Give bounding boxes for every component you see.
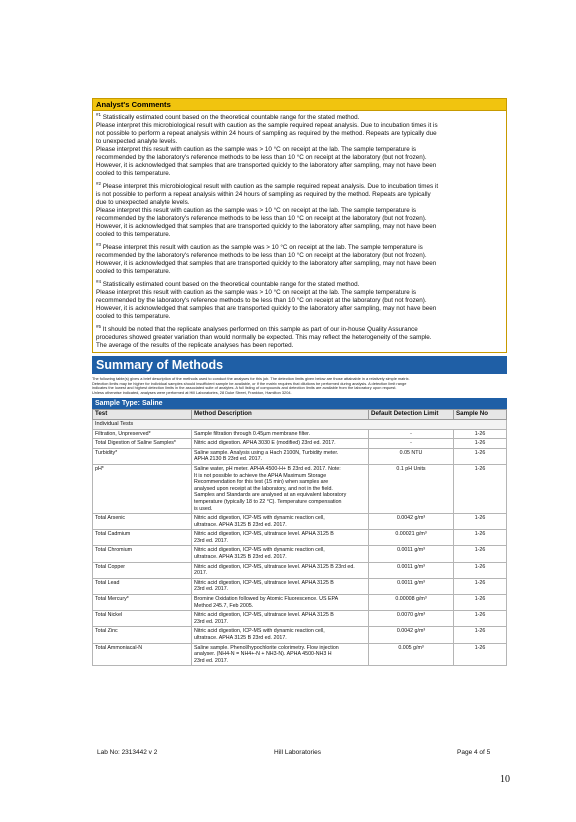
cell-test: Turbidity*	[93, 448, 192, 464]
cell-test: Total Copper	[93, 562, 192, 578]
cell-sample-no: 1-26	[454, 429, 507, 439]
comment-paragraph	[96, 183, 503, 239]
report-page	[92, 98, 507, 666]
comment-line: However, it is acknowledged that samples that are transported quickly to the laboratory after sampling, may not have been	[96, 305, 437, 312]
description-line: 23rd ed. 2017.	[194, 586, 229, 593]
footer-lab-no: Lab No: 2313442 v 2	[97, 749, 158, 756]
cell-method-description	[192, 439, 369, 449]
comment-line: $^{\#3}$ Please interpret this result with caution as the sample was > 10 °C on receipt at the lab. The sample temperature is	[96, 242, 423, 251]
cell-detection-limit: 0.0042 g/m³	[369, 514, 454, 530]
cell-test: Total Nickel	[93, 611, 192, 627]
cell-detection-limit: -	[369, 429, 454, 439]
cell-sample-no: 1-26	[454, 578, 507, 594]
footer-page: Page 4 of 5	[457, 749, 491, 756]
intro-line: indicates the lowest and highest detection limits in the associated suite of analytes. A full listing of compounds and detection limits are available from the laboratory upon request.	[92, 385, 397, 391]
cell-sample-no: 1-26	[454, 562, 507, 578]
cell-sample-no: 1-26	[454, 464, 507, 513]
description-line: Samples and Standards are analysed at an equivalent laboratory	[194, 492, 347, 499]
comment-line: cooled to this temperature.	[96, 268, 171, 275]
description-line: is used.	[194, 505, 213, 512]
description-line: It is not possible to achieve the APHA Maximum Storage	[194, 472, 327, 479]
comment-line: to unexpected analyte levels.	[96, 138, 178, 145]
description-line: APHA 2130 B 23rd ed. 2017.	[194, 456, 263, 463]
comment-line: Please interpret this microbiological result with caution as the sample required repeat analysis. Due to incubation times it is	[96, 122, 438, 129]
cell-test: Total Ammoniacal-N	[93, 643, 192, 666]
methods-table	[92, 409, 507, 666]
cell-detection-limit: 0.0042 g/m³	[369, 627, 454, 643]
cell-method-description	[192, 643, 369, 666]
cell-detection-limit: 0.1 pH Units	[369, 464, 454, 513]
description-line: Bromine Oxidation followed by Atomic Fluorescence. US EPA	[194, 596, 339, 603]
cell-sample-no: 1-26	[454, 514, 507, 530]
cell-test: Total Zinc	[93, 627, 192, 643]
cell-test: Total Digestion of Saline Samples*	[93, 439, 192, 449]
comment-line: Please interpret this result with caution as the sample was > 10 °C on receipt at the lab. The sample temperature is	[96, 207, 417, 214]
summary-title: Summary of Methods	[92, 356, 507, 374]
cell-detection-limit: 0.0011 g/m³	[369, 578, 454, 594]
description-line: Nitric acid digestion, ICP-MS, ultratrace level. APHA 3125 B	[194, 531, 334, 538]
description-line: Saline sample. Analysis using a Hach 2100N, Turbidity meter.	[194, 449, 339, 456]
cell-method-description	[192, 627, 369, 643]
intro-line: Detection limits may be higher for individual samples should insufficient sample be available, or if the matrix requires that dilutions be performed during analysis. A detection limit range	[92, 380, 407, 386]
comment-line: is not possible to perform a repeat analysis within 24 hours of sampling as required by the method. Repeats are typically	[96, 191, 431, 198]
cell-detection-limit: 0.00021 g/m³	[369, 530, 454, 546]
cell-test: pH*	[93, 464, 192, 513]
description-line: 23rd ed. 2017.	[194, 657, 229, 664]
comment-line: recommended by the laboratory's reference methods to be less than 10 °C on receipt at the laboratory (but not frozen).	[96, 154, 427, 161]
comment-line: cooled to this temperature.	[96, 313, 171, 320]
description-line: Nitric acid digestion, ICP-MS with dynamic reaction cell,	[194, 628, 325, 635]
cell-test: Total Chromium	[93, 546, 192, 562]
comment-paragraph	[96, 114, 503, 178]
comment-marker: #3	[96, 242, 102, 247]
description-line: Nitric acid digestion, ICP-MS with dynamic reaction cell,	[194, 515, 325, 522]
comment-paragraph	[96, 326, 503, 350]
intro-line: The following table(s) gives a brief description of the methods used to conduct the analyses for this job. The detection limits given below are those attainable in a relatively simple matrix.	[92, 376, 410, 381]
description-line: Nitric acid digestion, ICP-MS, ultratrace level. APHA 3125 B	[194, 579, 334, 586]
table-row	[93, 464, 507, 513]
table-row	[93, 429, 507, 439]
intro-line: Unless otherwise indicated, analyses were performed at Hill Laboratories, 28 Duke Street, Frankton, Hamilton 3204.	[92, 389, 292, 395]
comment-line: due to unexpected analyte levels.	[96, 199, 190, 206]
table-row	[93, 546, 507, 562]
cell-sample-no: 1-26	[454, 627, 507, 643]
description-line: temperature (typically 18 to 22 °C). Temperature compensation	[194, 498, 342, 505]
group-label: Individual Tests	[93, 419, 507, 429]
footer-lab-name: Hill Laboratories	[274, 749, 321, 756]
description-line: Nitric acid digestion. APHA 3030 E (modified) 23rd ed. 2017.	[194, 440, 336, 447]
description-line: Nitric acid digestion, ICP-MS, ultratrace level. APHA 3125 B	[194, 612, 334, 619]
cell-detection-limit: 0.0011 g/m³	[369, 562, 454, 578]
cell-method-description	[192, 546, 369, 562]
description-line: Nitric acid digestion, ICP-MS with dynamic reaction cell,	[194, 547, 325, 554]
description-line: 2017.	[194, 570, 208, 577]
cell-test: Total Cadmium	[93, 530, 192, 546]
description-line: analyser. (NH4-N = NH4+-N + NH3-N). APHA 4500-NH3 H	[194, 651, 332, 658]
comment-line: However, it is acknowledged that samples that are transported quickly to the laboratory after sampling, may not have been	[96, 260, 437, 267]
comment-line: not possible to perform a repeat analysis within 24 hours of sampling as required by the method. Repeats are typically due	[96, 130, 437, 137]
cell-method-description	[192, 429, 369, 439]
cell-test: Total Lead	[93, 578, 192, 594]
comment-marker: #5	[96, 324, 102, 329]
header-method-description: Method Description	[192, 410, 369, 420]
description-line: 23rd ed. 2017.	[194, 618, 229, 625]
cell-method-description	[192, 562, 369, 578]
description-line: Nitric acid digestion, ICP-MS, ultratrace level. APHA 3125 B 23rd ed.	[194, 563, 355, 570]
cell-method-description	[192, 530, 369, 546]
description-line: ultratrace. APHA 3125 B 23rd ed. 2017.	[194, 521, 287, 528]
table-row	[93, 627, 507, 643]
comment-line: $^{\#4}$ Statistically estimated count based on the theoretical countable range for the stated method.	[96, 279, 360, 288]
comment-paragraph	[96, 281, 503, 321]
table-row	[93, 611, 507, 627]
table-row	[93, 448, 507, 464]
table-row	[93, 643, 507, 666]
comment-line: procedures showed greater variation than would normally be expected. This may reflect the heterogeneity of the sample.	[96, 334, 432, 341]
cell-sample-no: 1-26	[454, 530, 507, 546]
cell-sample-no: 1-26	[454, 595, 507, 611]
comment-line: However, it is acknowledged that samples that are transported quickly to the laboratory after sampling, may not have been	[96, 223, 437, 230]
cell-sample-no: 1-26	[454, 643, 507, 666]
cell-method-description	[192, 448, 369, 464]
table-row	[93, 514, 507, 530]
cell-sample-no: 1-26	[454, 546, 507, 562]
description-line: Saline water, pH meter. APHA 4500-H+ B 23rd ed. 2017. Note:	[194, 465, 341, 472]
description-line: ultratrace. APHA 3125 B 23rd ed. 2017.	[194, 635, 287, 641]
table-row	[93, 439, 507, 449]
page-number: 10	[500, 774, 510, 785]
summary-intro	[92, 377, 507, 395]
comment-line: The average of the results of the replicate analyses has been reported.	[96, 342, 294, 349]
group-row	[93, 419, 507, 429]
analyst-comments-box	[92, 98, 507, 353]
comment-line: Please interpret this result with caution as the sample was > 10 °C on receipt at the lab. The sample temperature is	[96, 146, 417, 153]
description-line: analysed upon receipt at the laboratory, and not in the field.	[194, 485, 333, 492]
table-row	[93, 595, 507, 611]
analyst-comments-body	[93, 111, 506, 352]
cell-method-description	[192, 578, 369, 594]
table-header-row	[93, 410, 507, 420]
description-line: Recommendation for this test (15 min) when samples are	[194, 479, 329, 486]
comment-line: However, it is acknowledged that samples that are transported quickly to the laboratory after sampling, may not have been	[96, 162, 437, 169]
description-line: 23rd ed. 2017.	[194, 537, 229, 544]
analyst-comments-title: Analyst's Comments	[93, 99, 506, 111]
description-line: Saline sample. Phenol/hypochlorite colorimetry. Flow injection	[194, 644, 339, 651]
cell-method-description	[192, 611, 369, 627]
sample-type-header: Sample Type: Saline	[92, 398, 507, 409]
header-detection-limit: Default Detection Limit	[369, 410, 454, 420]
comment-line: $^{\#5}$ It should be noted that the replicate analyses performed on this sample as part of our in-house Quality Assurance	[96, 324, 418, 333]
cell-test: Filtration, Unpreserved*	[93, 429, 192, 439]
cell-test: Total Mercury*	[93, 595, 192, 611]
comment-marker: #4	[96, 279, 102, 284]
cell-sample-no: 1-26	[454, 611, 507, 627]
table-row	[93, 562, 507, 578]
cell-detection-limit: 0.05 NTU	[369, 448, 454, 464]
cell-detection-limit: 0.0070 g/m³	[369, 611, 454, 627]
cell-sample-no: 1-26	[454, 448, 507, 464]
comment-line: $^{\#1}$ Statistically estimated count based on the theoretical countable range for the stated method.	[96, 112, 360, 121]
comment-line: cooled to this temperature.	[96, 231, 171, 238]
comment-line: recommended by the laboratory's reference methods to be less than 10 °C on receipt at the laboratory (but not frozen).	[96, 297, 427, 304]
comment-line: cooled to this temperature.	[96, 170, 171, 177]
cell-sample-no: 1-26	[454, 439, 507, 449]
comment-line: recommended by the laboratory's reference methods to be less than 10 °C on receipt at the laboratory (but not frozen).	[96, 252, 427, 259]
cell-detection-limit: 0.005 g/m³	[369, 643, 454, 666]
comment-marker: #1	[96, 112, 102, 117]
cell-detection-limit: 0.0011 g/m³	[369, 546, 454, 562]
cell-detection-limit: 0.00008 g/m³	[369, 595, 454, 611]
header-test: Test	[93, 410, 192, 420]
description-line: ultratrace. APHA 3125 B 23rd ed. 2017.	[194, 554, 287, 561]
cell-test: Total Arsenic	[93, 514, 192, 530]
cell-method-description	[192, 514, 369, 530]
comment-line: Please interpret this result with caution as the sample was > 10 °C on receipt at the lab. The sample temperature is	[96, 289, 417, 296]
comment-marker: #2	[96, 181, 102, 186]
cell-method-description	[192, 595, 369, 611]
cell-method-description	[192, 464, 369, 513]
table-row	[93, 578, 507, 594]
comment-line: $^{\#2}$ Please interpret this microbiological result with caution as the sample required repeat analysis. Due to incubation times it	[96, 181, 439, 190]
cell-detection-limit: -	[369, 439, 454, 449]
comment-paragraph	[96, 244, 503, 276]
header-sample-no: Sample No	[454, 410, 507, 420]
description-line: Sample filtration through 0.45µm membrane filter.	[194, 430, 311, 437]
description-line: Method 245.7, Feb 2005.	[194, 602, 254, 609]
comment-line: recommended by the laboratory's reference methods to be less than 10 °C on receipt at the laboratory (but not frozen).	[96, 215, 427, 222]
table-row	[93, 530, 507, 546]
